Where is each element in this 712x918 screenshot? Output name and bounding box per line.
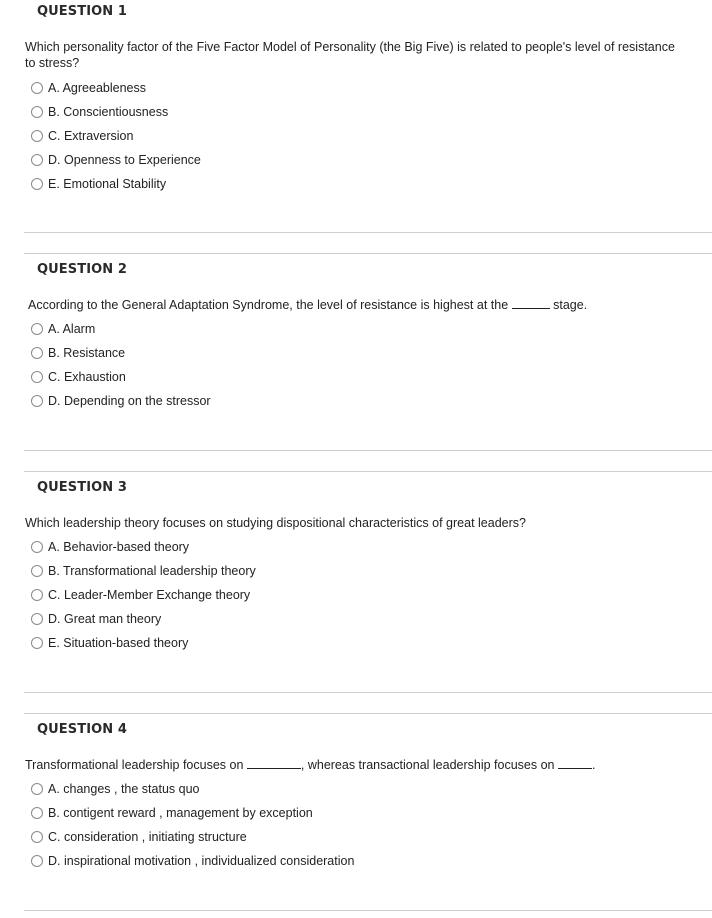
radio-button[interactable] <box>31 154 43 166</box>
radio-button[interactable] <box>31 855 43 867</box>
answer-blank <box>247 757 301 769</box>
q2-option-a[interactable] <box>31 320 95 338</box>
divider <box>24 450 712 451</box>
q4-option-c[interactable] <box>31 828 247 846</box>
radio-button[interactable] <box>31 589 43 601</box>
q1-option-b[interactable] <box>31 103 168 121</box>
radio-button[interactable] <box>31 106 43 118</box>
q1-option-e[interactable] <box>31 175 166 193</box>
question-3-text: Which leadership theory focuses on studying dispositional characteristics of great leaders? <box>25 516 526 530</box>
divider <box>24 713 712 714</box>
q4-option-a[interactable] <box>31 780 200 798</box>
q1-option-a[interactable] <box>31 79 146 97</box>
q2-option-b[interactable] <box>31 344 125 362</box>
q3-option-d-label: D. Great man theory <box>48 612 162 626</box>
question-2-text-after: stage. <box>553 298 588 312</box>
radio-button[interactable] <box>31 783 43 795</box>
question-1-title: QUESTION 1 <box>37 4 128 19</box>
answer-blank <box>512 297 550 309</box>
radio-button[interactable] <box>31 807 43 819</box>
radio-button[interactable] <box>31 178 43 190</box>
q1-option-d[interactable] <box>31 151 201 169</box>
q1-option-c-label: C. Extraversion <box>48 129 134 143</box>
q1-option-a-label: A. Agreeableness <box>48 81 146 95</box>
q2-option-c-label: C. Exhaustion <box>48 370 126 384</box>
q2-option-b-label: B. Resistance <box>48 346 126 360</box>
q1-option-d-label: D. Openness to Experience <box>48 153 201 167</box>
answer-blank <box>558 757 592 769</box>
question-3-title: QUESTION 3 <box>37 480 128 495</box>
q4-option-a-label: A. changes , the status quo <box>48 782 200 796</box>
divider <box>24 471 712 472</box>
radio-button[interactable] <box>31 347 43 359</box>
radio-button[interactable] <box>31 637 43 649</box>
radio-button[interactable] <box>31 82 43 94</box>
q3-option-e-label: E. Situation-based theory <box>48 636 189 650</box>
question-4-text <box>25 757 595 773</box>
radio-button[interactable] <box>31 130 43 142</box>
q4-option-c-label: C. consideration , initiating structure <box>48 830 247 844</box>
radio-button[interactable] <box>31 541 43 553</box>
q4-option-d[interactable] <box>31 852 354 870</box>
q3-option-a-label: A. Behavior-based theory <box>48 540 190 554</box>
q4-option-b[interactable] <box>31 804 313 822</box>
q3-option-b[interactable] <box>31 562 256 580</box>
divider <box>24 692 712 693</box>
q1-option-c[interactable] <box>31 127 133 145</box>
question-4-text-part2: , whereas transactional leadership focuses on <box>300 758 555 772</box>
q2-option-c[interactable] <box>31 368 126 386</box>
q2-option-a-label: A. Alarm <box>48 322 96 336</box>
q4-option-b-label: B. contigent reward , management by exception <box>48 806 313 820</box>
q2-option-d-label: D. Depending on the stressor <box>48 394 211 408</box>
divider <box>24 910 712 911</box>
q3-option-c-label: C. Leader-Member Exchange theory <box>48 588 251 602</box>
q3-option-d[interactable] <box>31 610 161 628</box>
radio-button[interactable] <box>31 831 43 843</box>
radio-button[interactable] <box>31 323 43 335</box>
radio-button[interactable] <box>31 613 43 625</box>
q3-option-b-label: B. Transformational leadership theory <box>48 564 256 578</box>
q3-option-e[interactable] <box>31 634 188 652</box>
question-4-title: QUESTION 4 <box>37 722 128 737</box>
divider <box>24 232 712 233</box>
question-4-text-part3: . <box>592 758 596 772</box>
q4-option-d-label: D. inspirational motivation , individualized consideration <box>48 854 355 868</box>
radio-button[interactable] <box>31 371 43 383</box>
divider <box>24 253 712 254</box>
question-4-text-part1: Transformational leadership focuses on <box>25 758 244 772</box>
q1-option-b-label: B. Conscientiousness <box>48 105 169 119</box>
q2-option-d[interactable] <box>31 392 211 410</box>
question-2-title: QUESTION 2 <box>37 262 128 277</box>
question-2-text <box>28 297 587 313</box>
q3-option-c[interactable] <box>31 586 250 604</box>
radio-button[interactable] <box>31 395 43 407</box>
question-2-text-before: According to the General Adaptation Syndrome, the level of resistance is highest at the <box>28 298 509 312</box>
question-1-text: Which personality factor of the Five Factor Model of Personality (the Big Five) is related to people's level of resistance to stress? <box>25 40 675 70</box>
q1-option-e-label: E. Emotional Stability <box>48 177 167 191</box>
q3-option-a[interactable] <box>31 538 189 556</box>
radio-button[interactable] <box>31 565 43 577</box>
